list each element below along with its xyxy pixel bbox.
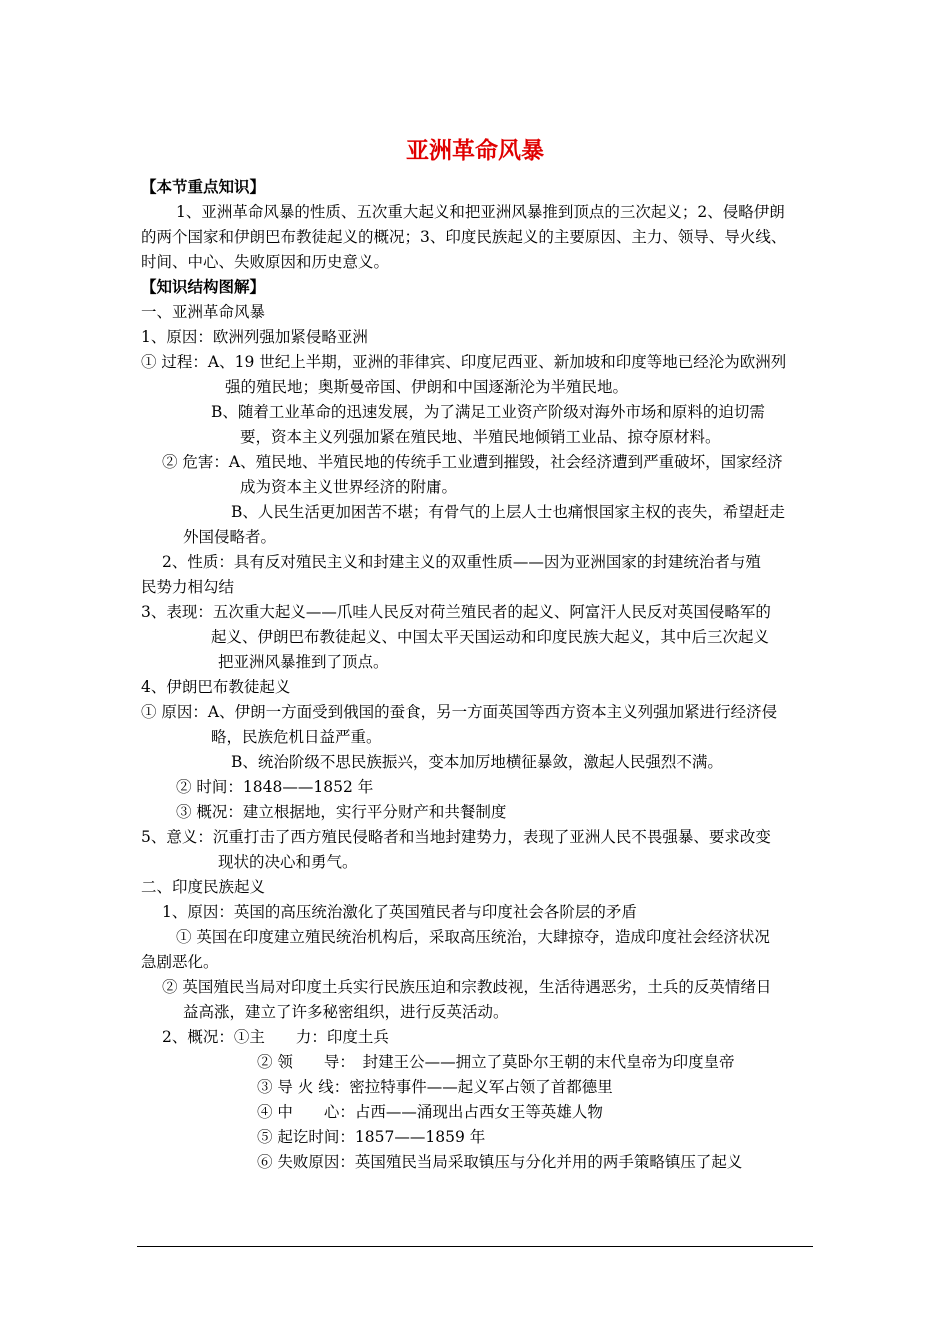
text-line: ⑤ 起讫时间：1857——1859 年 bbox=[257, 1128, 486, 1146]
text-line: 3、表现：五次重大起义——爪哇人民反对荷兰殖民者的起义、阿富汗人民反对英国侵略军的 bbox=[141, 603, 771, 621]
text-line: 5、意义：沉重打击了西方殖民侵略者和当地封建势力，表现了亚洲人民不畏强暴、要求改变 bbox=[141, 828, 771, 846]
text-line: 4、伊朗巴布教徒起义 bbox=[141, 678, 291, 696]
text-line: ① 英国在印度建立殖民统治机构后，采取高压统治，大肆掠夺，造成印度社会经济状况 bbox=[176, 928, 770, 946]
text-line: 成为资本主义世界经济的附庸。 bbox=[240, 478, 458, 496]
text-line: 急剧恶化。 bbox=[141, 953, 219, 971]
text-line: ② 英国殖民当局对印度土兵实行民族压迫和宗教歧视，生活待遇恶劣，土兵的反英情绪日 bbox=[162, 978, 772, 996]
text-line: 要，资本主义列强加紧在殖民地、半殖民地倾销工业品、掠夺原材料。 bbox=[240, 428, 721, 446]
text-line: 2、性质：具有反对殖民主义和封建主义的双重性质——因为亚洲国家的封建统治者与殖 bbox=[162, 553, 761, 571]
text-line: B、统治阶级不思民族振兴，变本加厉地横征暴敛，激起人民强烈不满。 bbox=[231, 753, 723, 771]
document-title: 亚洲革命风暴 bbox=[406, 138, 544, 164]
text-line: ① 过程：A、19 世纪上半期，亚洲的菲律宾、印度尼西亚、新加坡和印度等地已经沦为欧洲列 bbox=[141, 353, 787, 371]
text-line: 民势力相勾结 bbox=[141, 578, 235, 596]
text-line: 1、原因：英国的高压统治激化了英国殖民者与印度社会各阶层的矛盾 bbox=[162, 903, 637, 921]
text-line: 强的殖民地；奥斯曼帝国、伊朗和中国逐渐沦为半殖民地。 bbox=[225, 378, 629, 396]
text-line: 起义、伊朗巴布教徒起义、中国太平天国运动和印度民族大起义，其中后三次起义 bbox=[211, 628, 770, 646]
text-line: 一、亚洲革命风暴 bbox=[141, 303, 266, 321]
text-line: ② 危害：A、殖民地、半殖民地的传统手工业遭到摧毁，社会经济遭到严重破坏，国家经济 bbox=[162, 453, 783, 471]
text-line: B、人民生活更加困苦不堪；有骨气的上层人士也痛恨国家主权的丧失，希望赶走 bbox=[231, 503, 785, 521]
text-line: 把亚洲风暴推到了顶点。 bbox=[218, 653, 389, 671]
text-line: ② 时间：1848——1852 年 bbox=[176, 778, 374, 796]
text-line: ① 原因：A、伊朗一方面受到俄国的蚕食，另一方面英国等西方资本主义列强加紧进行经济侵 bbox=[141, 703, 778, 721]
text-line: 时间、中心、失败原因和历史意义。 bbox=[141, 253, 390, 271]
footer-rule bbox=[137, 1246, 813, 1247]
text-line: 外国侵略者。 bbox=[183, 528, 277, 546]
text-line: 略，民族危机日益严重。 bbox=[211, 728, 382, 746]
section-heading: 【知识结构图解】 bbox=[141, 278, 266, 296]
text-line: 1、亚洲革命风暴的性质、五次重大起义和把亚洲风暴推到顶点的三次起义；2、侵略伊朗 bbox=[176, 203, 785, 221]
text-line: ⑥ 失败原因：英国殖民当局采取镇压与分化并用的两手策略镇压了起义 bbox=[257, 1153, 743, 1171]
text-line: 现状的决心和勇气。 bbox=[218, 853, 358, 871]
text-line: 二、印度民族起义 bbox=[141, 878, 266, 896]
text-line: B、随着工业革命的迅速发展，为了满足工业资产阶级对海外市场和原料的迫切需 bbox=[211, 403, 765, 421]
text-line: 2、概况：①主 力：印度土兵 bbox=[162, 1028, 389, 1046]
text-line: ③ 导 火 线：密拉特事件——起义军占领了首都德里 bbox=[257, 1078, 613, 1096]
text-line: ④ 中 心：占西——涌现出占西女王等英雄人物 bbox=[257, 1103, 603, 1121]
text-line: 1、原因：欧洲列强加紧侵略亚洲 bbox=[141, 328, 368, 346]
text-line: ③ 概况：建立根据地，实行平分财产和共餐制度 bbox=[176, 803, 507, 821]
section-heading: 【本节重点知识】 bbox=[141, 178, 266, 196]
text-line: ② 领 导： 封建王公——拥立了莫卧尔王朝的末代皇帝为印度皇帝 bbox=[257, 1053, 735, 1071]
text-line: 益高涨，建立了许多秘密组织，进行反英活动。 bbox=[183, 1003, 509, 1021]
text-line: 的两个国家和伊朗巴布教徒起义的概况；3、印度民族起义的主要原因、主力、领导、导火线、 bbox=[141, 228, 787, 246]
